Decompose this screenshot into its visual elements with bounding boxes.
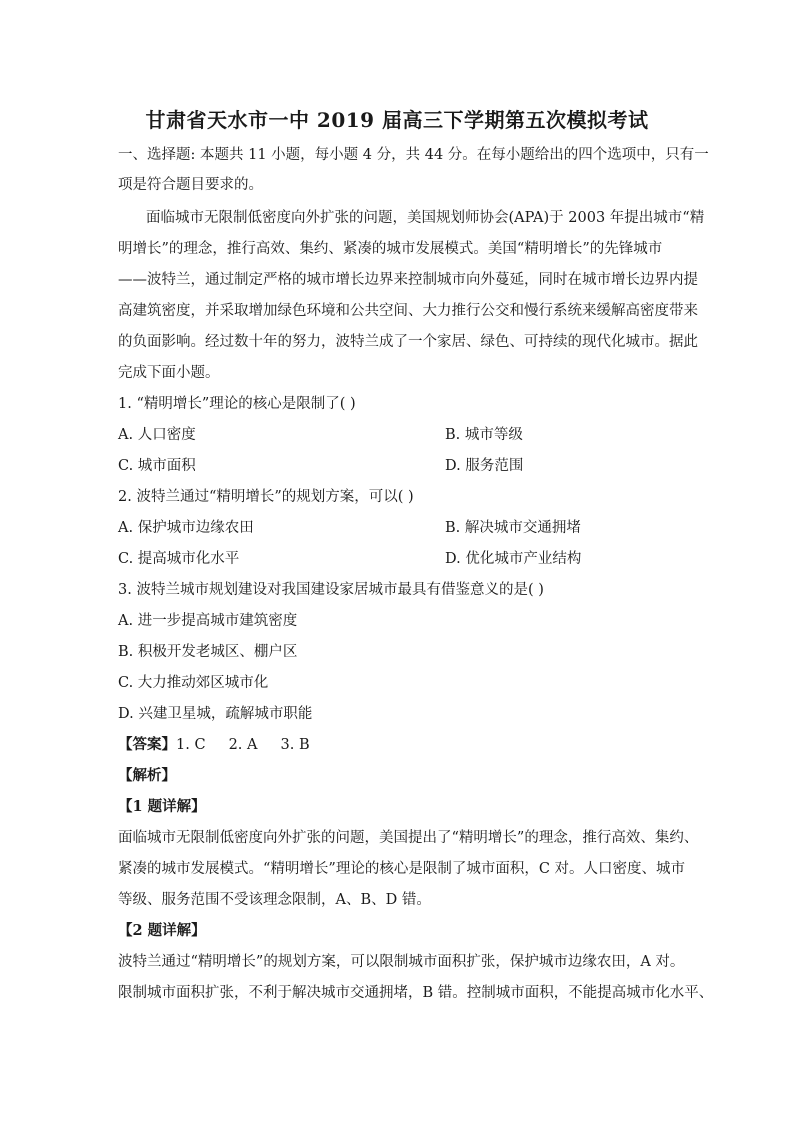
question-3-stem: 3. 波特兰城市规划建设对我国建设家居城市最具有借鉴意义的是( )	[118, 582, 544, 598]
detail-2-line-1: 波特兰通过“精明增长”的规划方案，可以限制城市面积扩张，保护城市边缘农田，A 对。	[118, 954, 685, 970]
passage-line-5: 的负面影响。经过数十年的努力，波特兰成了一个家居、绿色、可持续的现代化城市。据此	[118, 334, 698, 350]
passage-line-3: ——波特兰，通过制定严格的城市增长边界来控制城市向外蔓延，同时在城市增长边界内提	[118, 272, 698, 288]
question-2-option-d: D. 优化城市产业结构	[445, 551, 582, 567]
answer-text: 1. C 2. A 3. B	[176, 737, 310, 753]
question-1-option-d: D. 服务范围	[445, 458, 524, 474]
question-2-option-c: C. 提高城市化水平	[118, 551, 240, 567]
question-3-option-d: D. 兴建卫星城，疏解城市职能	[118, 706, 313, 722]
question-2-option-a: A. 保护城市边缘农田	[118, 520, 254, 536]
question-3-option-b: B. 积极开发老城区、棚户区	[118, 644, 298, 660]
question-1-option-a: A. 人口密度	[118, 427, 196, 443]
answer-label: 【答案】	[118, 736, 176, 753]
section-instruction-line-2: 项是符合题目要求的。	[118, 177, 263, 193]
question-2-stem: 2. 波特兰通过“精明增长”的规划方案，可以( )	[118, 489, 414, 505]
question-1-option-c: C. 城市面积	[118, 458, 196, 474]
passage-line-1: 面临城市无限制低密度向外扩张的问题，美国规划师协会(APA)于 2003 年提出城市“精	[146, 210, 705, 226]
passage-line-2: 明增长”的理念，推行高效、集约、紧凑的城市发展模式。美国“精明增长”的先锋城市	[118, 241, 663, 257]
analysis-label: 【解析】	[118, 767, 176, 784]
question-1-stem: 1. “精明增长”理论的核心是限制了( )	[118, 396, 356, 412]
passage-line-4: 高建筑密度，并采取增加绿色环境和公共空间、大力推行公交和慢行系统来缓解高密度带来	[118, 303, 698, 319]
question-3-option-c: C. 大力推动郊区城市化	[118, 675, 269, 691]
question-1-option-b: B. 城市等级	[445, 427, 523, 443]
question-2-option-b: B. 解决城市交通拥堵	[445, 520, 581, 536]
answer-line	[118, 735, 310, 755]
detail-2-label: 【2 题详解】	[118, 922, 206, 939]
detail-1-label: 【1 题详解】	[118, 798, 206, 815]
section-instruction-line-1: 一、选择题: 本题共 11 小题，每小题 4 分，共 44 分。在每小题给出的四个选项中，只有一	[118, 147, 709, 163]
question-3-option-a: A. 进一步提高城市建筑密度	[118, 613, 298, 629]
detail-1-line-3: 等级、服务范围不受该理念限制，A、B、D 错。	[118, 892, 431, 908]
passage-line-6: 完成下面小题。	[118, 365, 220, 381]
detail-1-line-1: 面临城市无限制低密度向外扩张的问题，美国提出了“精明增长”的理念，推行高效、集约、	[118, 830, 699, 846]
detail-2-line-2: 限制城市面积扩张，不利于解决城市交通拥堵，B 错。控制城市面积，不能提高城市化水平、	[118, 985, 714, 1001]
detail-1-line-2: 紧凑的城市发展模式。“精明增长”理论的核心是限制了城市面积，C 对。人口密度、城市	[118, 861, 686, 877]
page-title: 甘肃省天水市一中 2019 届高三下学期第五次模拟考试	[145, 108, 649, 132]
